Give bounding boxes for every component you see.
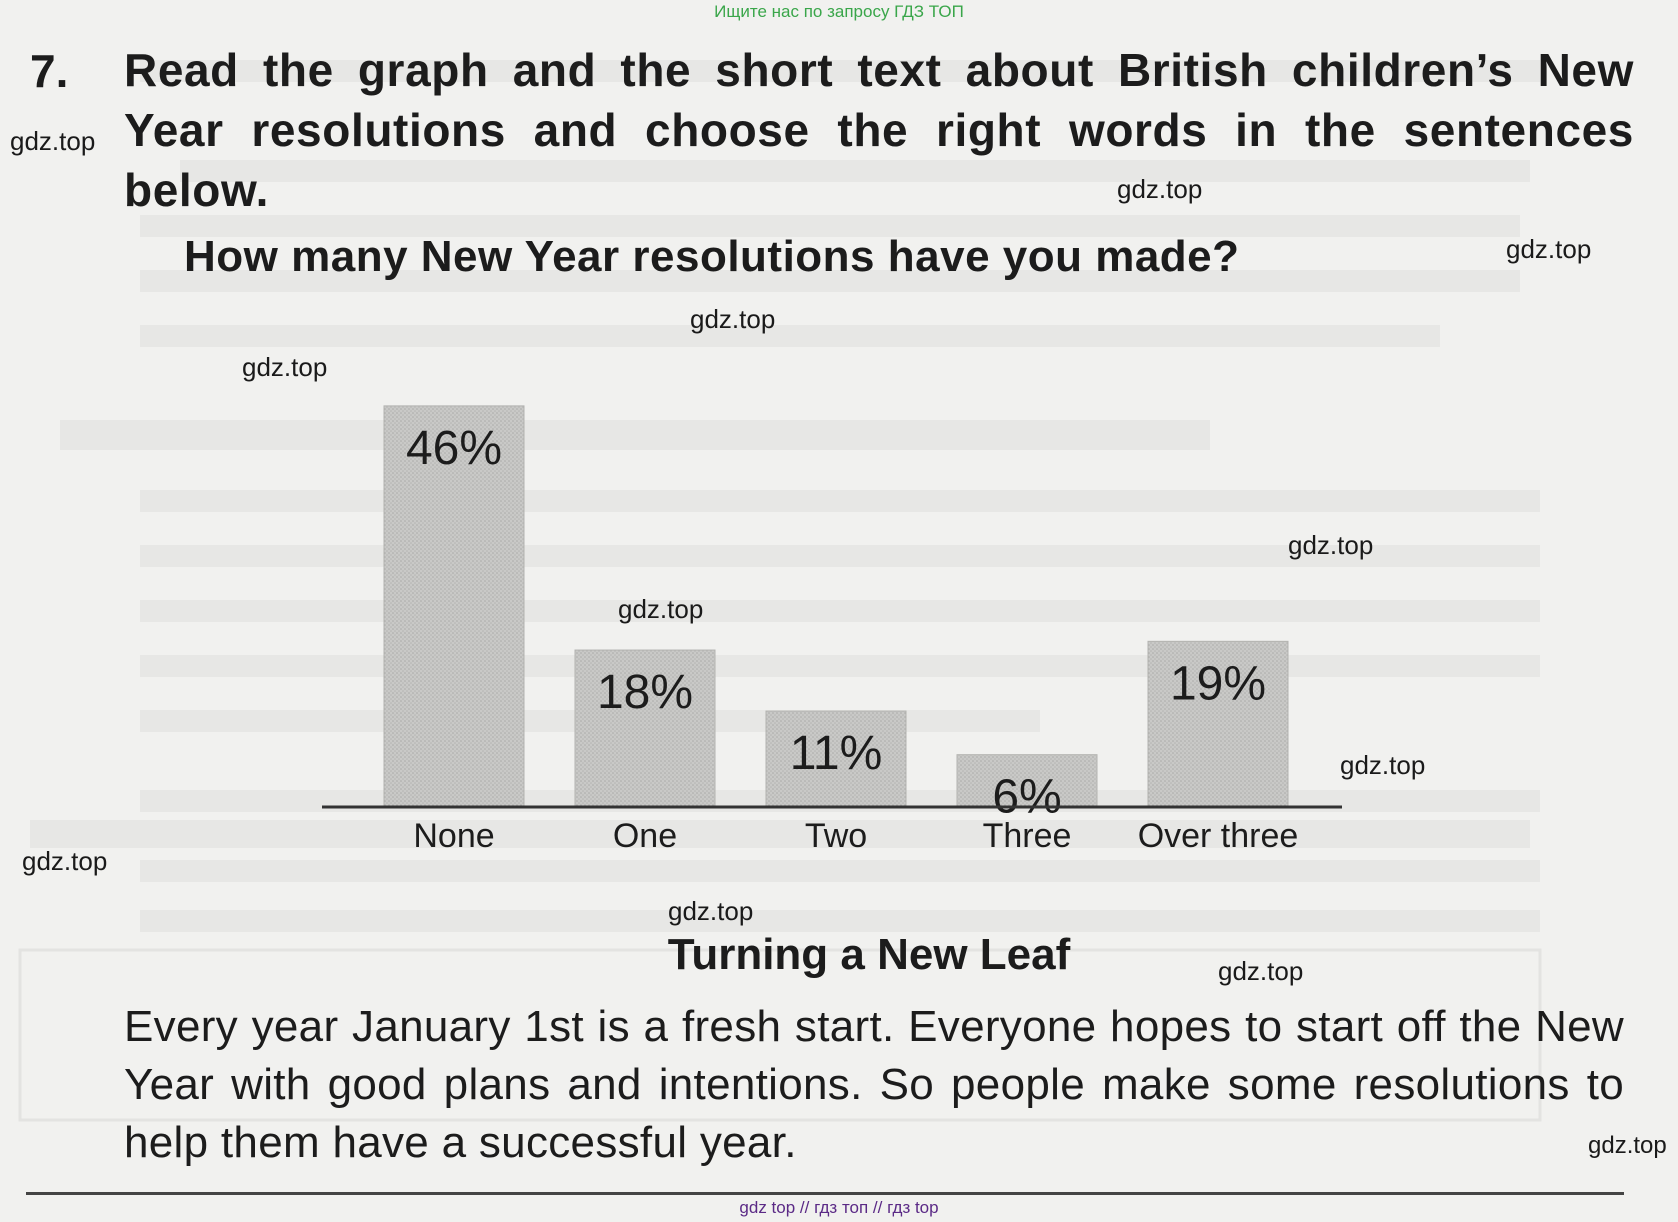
watermark: gdz.top: [1218, 956, 1304, 986]
x-tick-label: One: [612, 817, 678, 855]
footer-links: gdz top // гдз топ // гдз top: [739, 1198, 939, 1217]
watermark: gdz.top: [1340, 750, 1426, 780]
reading-text: Every year January 1st is a fresh start. Everyone hopes to start off the New Year with good plans and intentions. So people make some resolutions to help them have a successful year.: [124, 1002, 1624, 1167]
watermark: gdz.top: [22, 846, 108, 876]
watermark: gdz.top: [1288, 530, 1374, 560]
watermark: gdz.top: [242, 352, 328, 382]
data-label: 6%: [992, 770, 1062, 824]
x-tick-label: None: [413, 817, 495, 855]
data-label: 46%: [405, 421, 503, 475]
watermark: gdz.top: [668, 896, 754, 926]
x-tick-label: Over three: [1137, 817, 1299, 855]
chart-title: How many New Year resolutions have you made?: [184, 232, 1240, 281]
x-tick-label: Three: [982, 817, 1072, 855]
watermark: gdz.top: [10, 126, 96, 156]
data-label: 19%: [1169, 657, 1267, 711]
watermark: gdz.top: [1117, 174, 1203, 204]
data-label: 11%: [789, 727, 883, 781]
footer-divider: [26, 1192, 1624, 1195]
task-number: 7.: [30, 45, 69, 97]
watermark: gdz.top: [690, 304, 776, 334]
reading-title: Turning a New Leaf: [667, 930, 1071, 979]
x-tick-label: Two: [804, 817, 868, 855]
search-banner: Ищите нас по запросу ГДЗ ТОП: [714, 2, 964, 21]
watermark: gdz.top: [618, 594, 704, 624]
task-instruction: Read the graph and the short text about British children’s New Year resolutions and choose the right words in the sentences below.: [124, 44, 1634, 216]
watermark: gdz.top: [1588, 1132, 1667, 1159]
data-label: 18%: [596, 666, 694, 720]
watermark: gdz.top: [1506, 234, 1592, 264]
